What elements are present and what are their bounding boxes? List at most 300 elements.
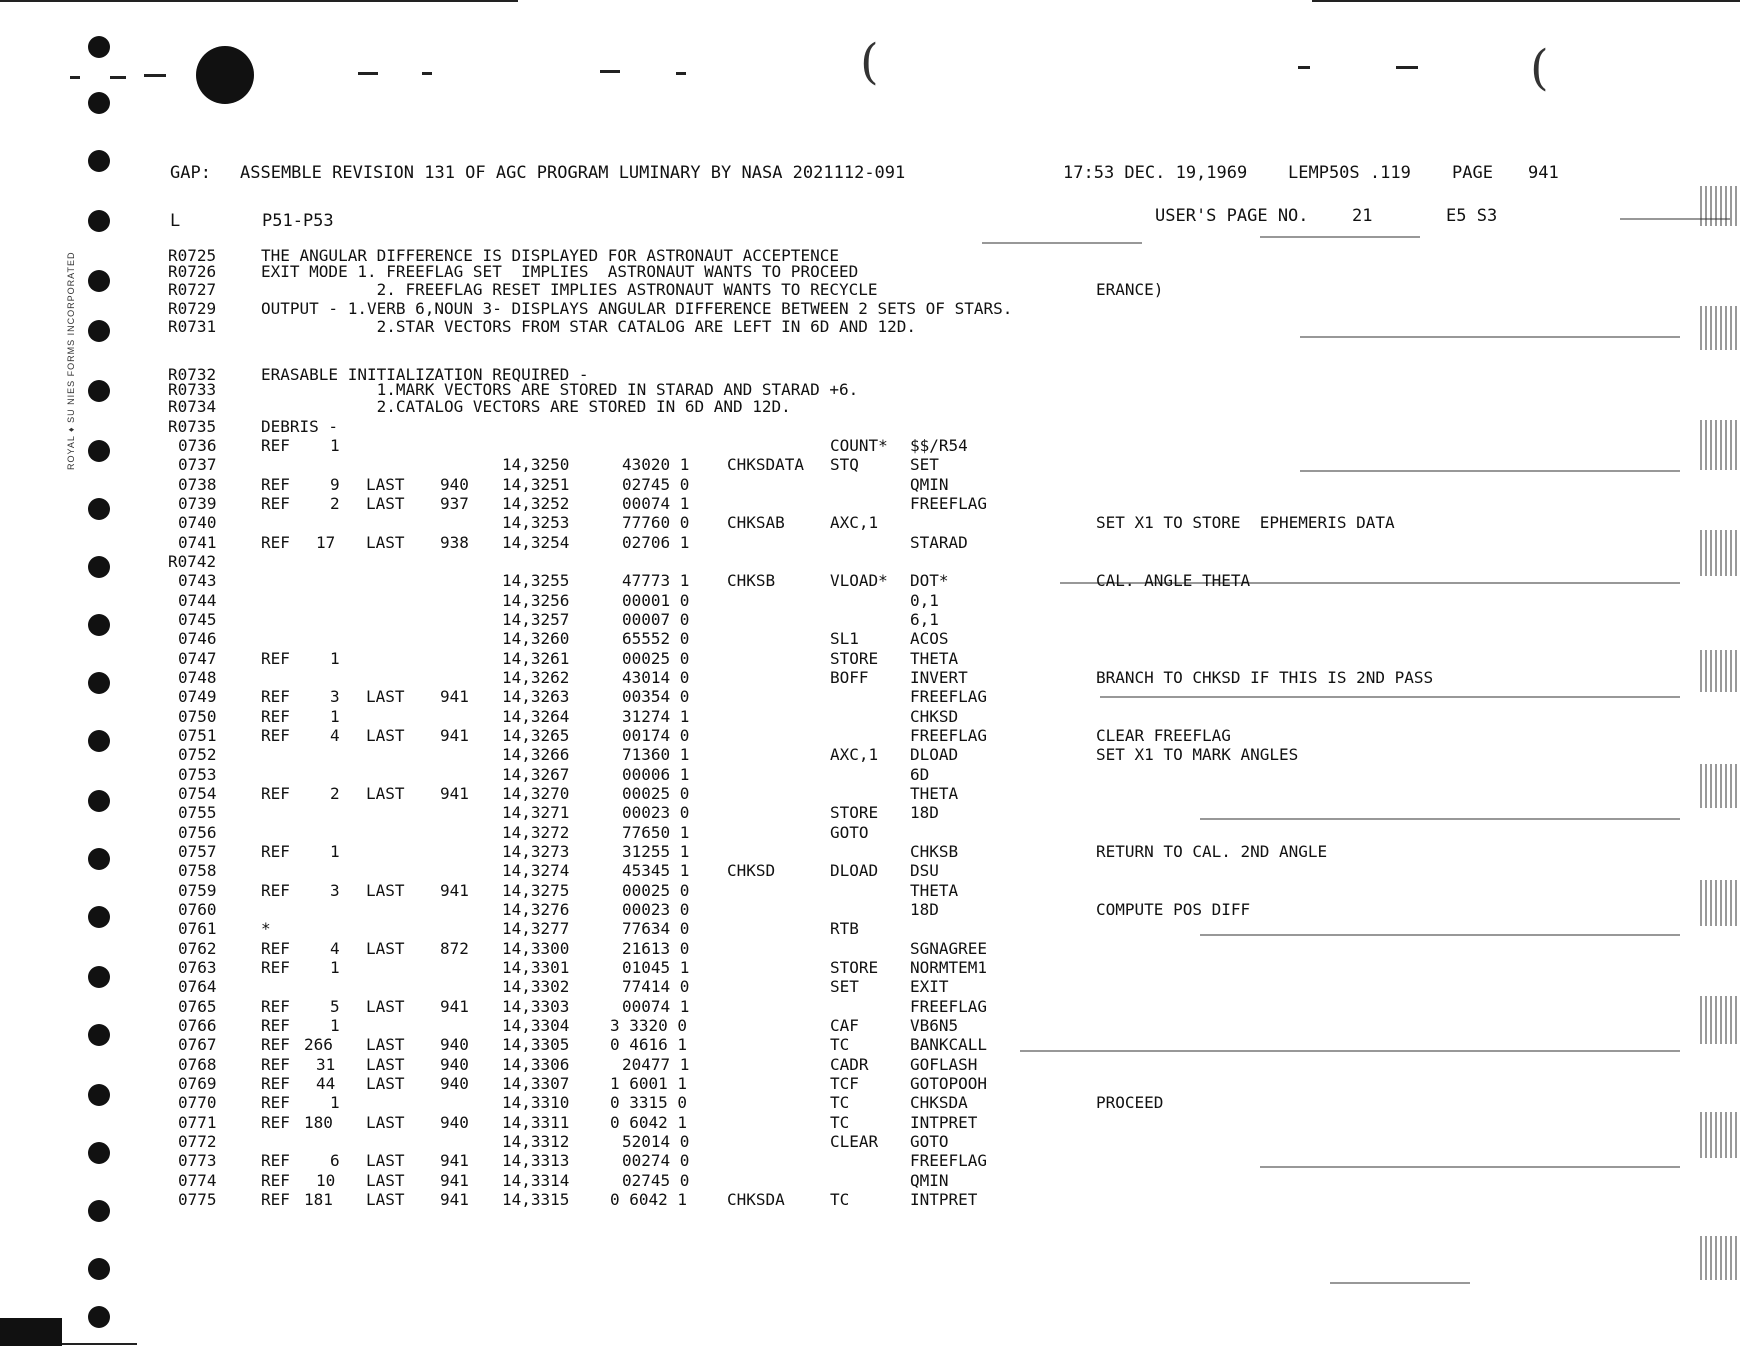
line-comment: SET X1 TO MARK ANGLES [1096,745,1299,764]
address: 14,3254 [502,533,570,552]
operand: INVERT [910,668,968,687]
octal-word: 01045 1 [622,958,690,977]
symbol-label: CHKSB [727,571,776,590]
opcode: TC [830,1093,850,1112]
line-number: 0773 [178,1151,217,1170]
opcode: TCF [830,1074,859,1093]
octal-word: 47773 1 [622,571,690,590]
operand: INTPRET [910,1113,978,1132]
opcode: TC [830,1035,850,1054]
line-id: R0734 [168,397,217,416]
symbol-label: CHKSDATA [727,455,805,474]
paren-mark: ( [1530,40,1549,96]
ref-count: 266 [304,1035,333,1054]
last-marker: LAST [366,1190,405,1209]
symbol-label: CHKSDA [727,1190,785,1209]
ref-count: 180 [304,1113,333,1132]
listing-row [0,1017,1700,1035]
listing-row [0,766,1700,784]
line-number: 0747 [178,649,217,668]
listing-row [0,1152,1700,1170]
line-id: R0726 [168,262,217,281]
feed-hole [88,1258,110,1280]
operand: VB6N5 [910,1016,959,1035]
ref-marker: REF [261,1074,290,1093]
header-program: GAP: [170,163,211,183]
address: 14,3302 [502,977,570,996]
last-marker: LAST [366,1171,405,1190]
listing-row [0,862,1700,880]
address: 14,3260 [502,629,570,648]
scan-smudge [1300,336,1680,338]
last-page: 940 [440,475,469,494]
address: 14,3306 [502,1055,570,1074]
print-dash [144,74,166,77]
line-number: 0755 [178,803,217,822]
listing-row [0,592,1700,610]
last-marker: LAST [366,784,405,803]
address: 14,3314 [502,1171,570,1190]
address: 14,3256 [502,591,570,610]
operand: CHKSD [910,707,959,726]
comment-text: ERASABLE INITIALIZATION REQUIRED - [261,365,589,384]
listing-row [0,650,1700,668]
octal-word: 00023 0 [622,803,690,822]
octal-word: 00074 1 [622,997,690,1016]
symbol-label: CHKSAB [727,513,785,532]
octal-word: 00074 1 [622,494,690,513]
address: 14,3304 [502,1016,570,1035]
octal-word: 31255 1 [622,842,690,861]
address: 14,3315 [502,1190,570,1209]
address: 14,3301 [502,958,570,977]
last-marker: LAST [366,475,405,494]
octal-word: 77760 0 [622,513,690,532]
last-marker: LAST [366,494,405,513]
ref-count: 2 [330,784,340,803]
last-page: 940 [440,1074,469,1093]
comment-text: 1.MARK VECTORS ARE STORED IN STARAD AND STARAD +6. [261,380,859,399]
line-number: 0750 [178,707,217,726]
line-number: 0764 [178,977,217,996]
address: 14,3253 [502,513,570,532]
print-dash [600,70,620,73]
print-dash [676,72,686,75]
last-marker: LAST [366,997,405,1016]
line-comment: BRANCH TO CHKSD IF THIS IS 2ND PASS [1096,668,1434,687]
operand: 0,1 [910,591,939,610]
ref-marker: REF [261,475,290,494]
listing-row [0,476,1700,494]
top-edge-rule [1312,0,1740,2]
line-number: 0743 [178,571,217,590]
last-marker: LAST [366,1074,405,1093]
operand: SET [910,455,939,474]
line-number: 0775 [178,1190,217,1209]
listing-row [0,630,1700,648]
operand: QMIN [910,1171,949,1190]
operand: ACOS [910,629,949,648]
ref-count: 2 [330,494,340,513]
listing-row [0,804,1700,822]
ref-count: 1 [330,842,340,861]
operand: QMIN [910,475,949,494]
ref-marker: REF [261,1151,290,1170]
subheader-marker: L [170,211,181,231]
octal-word: 52014 0 [622,1132,690,1151]
feed-hole [88,92,110,114]
listing-row [0,746,1700,764]
listing-row [0,437,1700,455]
comment-line [0,418,1700,436]
comment-text: 2. FREEFLAG RESET IMPLIES ASTRONAUT WANTS TO RECYCLE [261,280,878,299]
octal-word: 43014 0 [622,668,690,687]
feed-hole [88,36,110,58]
last-page: 941 [440,687,469,706]
print-dash [1396,66,1418,69]
comment-text: 2.STAR VECTORS FROM STAR CATALOG ARE LEFT IN 6D AND 12D. [261,317,917,336]
octal-word: 31274 1 [622,707,690,726]
listing-row [0,1114,1700,1132]
operand: FREEFLAG [910,494,988,513]
octal-word: 0 6042 1 [610,1113,688,1132]
opcode: STORE [830,649,879,668]
subheader-section: P51-P53 [262,211,334,231]
scan-noise [1700,880,1738,926]
scan-noise [1700,530,1738,576]
operand: FREEFLAG [910,726,988,745]
address: 14,3310 [502,1093,570,1112]
ref-count: 1 [330,1016,340,1035]
comment-extra: ERANCE) [1096,280,1164,299]
octal-word: 00174 0 [622,726,690,745]
ref-count: 1 [330,958,340,977]
ref-count: 31 [316,1055,336,1074]
line-number: 0752 [178,745,217,764]
line-number: 0745 [178,610,217,629]
operand: THETA [910,784,959,803]
address: 14,3252 [502,494,570,513]
address: 14,3275 [502,881,570,900]
header-datetime: 17:53 DEC. 19,1969 [1063,163,1248,183]
opcode: CAF [830,1016,859,1035]
operand: GOTOPOOH [910,1074,988,1093]
address: 14,3312 [502,1132,570,1151]
ref-count: 4 [330,726,340,745]
operand: CHKSB [910,842,959,861]
comment-line [0,281,1700,299]
octal-word: 0 4616 1 [610,1035,688,1054]
listing-row [0,785,1700,803]
ref-marker: REF [261,687,290,706]
opcode: SET [830,977,859,996]
octal-word: 00007 0 [622,610,690,629]
last-marker: LAST [366,939,405,958]
line-number: 0771 [178,1113,217,1132]
octal-word: 71360 1 [622,745,690,764]
operand: THETA [910,881,959,900]
scan-noise [1700,1112,1738,1158]
line-id: R0733 [168,380,217,399]
print-dash [110,76,126,79]
opcode: STORE [830,958,879,977]
header-page-label: PAGE [1452,163,1493,183]
last-page: 872 [440,939,469,958]
line-id: R0732 [168,365,217,384]
ref-marker: REF [261,726,290,745]
users-page-label: USER'S PAGE NO. [1155,206,1309,226]
address: 14,3257 [502,610,570,629]
line-id: R0727 [168,280,217,299]
octal-word: 0 3315 0 [610,1093,688,1112]
octal-word: 0 6042 1 [610,1190,688,1209]
last-marker: LAST [366,687,405,706]
octal-word: 77414 0 [622,977,690,996]
operand: 18D [910,900,939,919]
listing-row [0,456,1700,474]
octal-word: 77634 0 [622,919,690,938]
last-page: 941 [440,1171,469,1190]
scan-noise [1700,306,1738,350]
last-marker: LAST [366,1113,405,1132]
ref-count: 5 [330,997,340,1016]
last-marker: LAST [366,1035,405,1054]
operand: DLOAD [910,745,959,764]
comment-line [0,318,1700,336]
operand: CHKSDA [910,1093,968,1112]
line-number: 0765 [178,997,217,1016]
listing-row [0,611,1700,629]
opcode: SL1 [830,629,859,648]
address: 14,3272 [502,823,570,842]
line-number: 0759 [178,881,217,900]
listing-row [0,534,1700,552]
octal-word: 43020 1 [622,455,690,474]
operand: INTPRET [910,1190,978,1209]
ref-marker: REF [261,494,290,513]
page-corner-mark [0,1318,62,1346]
listing-row [0,1075,1700,1093]
print-dash [1298,66,1310,69]
address: 14,3264 [502,707,570,726]
ref-count: 6 [330,1151,340,1170]
top-edge-rule [0,0,518,2]
listing-row [0,959,1700,977]
octal-word: 00025 0 [622,649,690,668]
line-number: 0740 [178,513,217,532]
line-number: 0753 [178,765,217,784]
line-number: 0761 [178,919,217,938]
octal-word: 02745 0 [622,475,690,494]
last-marker: LAST [366,533,405,552]
opcode: STQ [830,455,859,474]
line-number: 0737 [178,455,217,474]
address: 14,3250 [502,455,570,474]
line-number: 0766 [178,1016,217,1035]
feed-hole [88,1306,110,1328]
address: 14,3311 [502,1113,570,1132]
octal-word: 3 3320 0 [610,1016,688,1035]
octal-word: 00274 0 [622,1151,690,1170]
scan-noise [1700,764,1738,808]
address: 14,3263 [502,687,570,706]
ref-marker: REF [261,436,290,455]
line-number: 0739 [178,494,217,513]
comment-text: EXIT MODE 1. FREEFLAG SET IMPLIES ASTRONAUT WANTS TO PROCEED [261,262,859,281]
octal-word: 02745 0 [622,1171,690,1190]
operand: DSU [910,861,939,880]
address: 14,3313 [502,1151,570,1170]
address: 14,3266 [502,745,570,764]
operand: GOFLASH [910,1055,978,1074]
ref-marker: REF [261,997,290,1016]
address: 14,3251 [502,475,570,494]
listing-row [0,940,1700,958]
address: 14,3262 [502,668,570,687]
scan-smudge [1330,1282,1470,1284]
ref-count: 44 [316,1074,336,1093]
address: 14,3303 [502,997,570,1016]
line-number: 0769 [178,1074,217,1093]
ref-marker: REF [261,1113,290,1132]
listing-row [0,998,1700,1016]
operand: 6,1 [910,610,939,629]
scan-noise [1700,186,1738,226]
octal-word: 00023 0 [622,900,690,919]
ref-marker: REF [261,1055,290,1074]
listing-row [0,882,1700,900]
octal-word: 00025 0 [622,784,690,803]
address: 14,3261 [502,649,570,668]
print-dash [358,72,378,75]
subheader-code: E5 S3 [1446,206,1498,226]
line-number: 0744 [178,591,217,610]
listing-row [0,1133,1700,1151]
operand: 6D [910,765,930,784]
line-number: 0774 [178,1171,217,1190]
listing-row [0,901,1700,919]
address: 14,3255 [502,571,570,590]
octal-word: 00006 1 [622,765,690,784]
line-id: R0731 [168,317,217,336]
last-page: 941 [440,726,469,745]
address: 14,3265 [502,726,570,745]
listing-row [0,572,1700,590]
listing-row [0,920,1700,938]
last-page: 941 [440,1190,469,1209]
address: 14,3273 [502,842,570,861]
line-number: 0741 [178,533,217,552]
paren-mark: ( [860,34,879,90]
last-page: 938 [440,533,469,552]
address: 14,3277 [502,919,570,938]
line-number: 0762 [178,939,217,958]
listing-row [0,978,1700,996]
opcode: VLOAD* [830,571,888,590]
comment-line [0,381,1700,399]
bottom-edge-rule [62,1343,137,1345]
ref-count: 1 [330,649,340,668]
ref-marker: REF [261,1035,290,1054]
scan-noise [1700,996,1738,1044]
opcode: STORE [830,803,879,822]
opcode: CLEAR [830,1132,879,1151]
ref-count: 3 [330,687,340,706]
listing-row [0,553,1700,571]
address: 14,3307 [502,1074,570,1093]
line-number: 0748 [178,668,217,687]
scan-smudge [1260,236,1420,238]
ref-marker: REF [261,1190,290,1209]
opcode: RTB [830,919,859,938]
scan-noise [1700,650,1738,692]
octal-word: 1 6001 1 [610,1074,688,1093]
operand: GOTO [910,1132,949,1151]
opcode: GOTO [830,823,869,842]
listing-row [0,824,1700,842]
users-page-number: 21 [1352,206,1373,226]
opcode: TC [830,1190,850,1209]
operand: THETA [910,649,959,668]
octal-word: 21613 0 [622,939,690,958]
line-id: R0735 [168,417,217,436]
octal-word: 00354 0 [622,687,690,706]
last-page: 941 [440,881,469,900]
ref-marker: REF [261,1093,290,1112]
address: 14,3300 [502,939,570,958]
ref-count: 17 [316,533,336,552]
line-number: 0768 [178,1055,217,1074]
last-page: 941 [440,997,469,1016]
octal-word: 77650 1 [622,823,690,842]
address: 14,3270 [502,784,570,803]
line-number: 0736 [178,436,217,455]
octal-word: 65552 0 [622,629,690,648]
line-comment: CLEAR FREEFLAG [1096,726,1231,745]
listing-row [0,1191,1700,1209]
operand: $$/R54 [910,436,968,455]
comment-text: OUTPUT - 1.VERB 6,NOUN 3- DISPLAYS ANGULAR DIFFERENCE BETWEEN 2 SETS OF STARS. [261,299,1013,318]
line-number: 0754 [178,784,217,803]
address: 14,3271 [502,803,570,822]
line-number: 0751 [178,726,217,745]
operand: FREEFLAG [910,1151,988,1170]
feed-hole-large [196,46,254,104]
line-comment: COMPUTE POS DIFF [1096,900,1251,919]
line-comment: CAL. ANGLE THETA [1096,571,1251,590]
line-number: 0772 [178,1132,217,1151]
comment-text: THE ANGULAR DIFFERENCE IS DISPLAYED FOR ASTRONAUT ACCEPTENCE [261,246,839,265]
ref-marker: REF [261,649,290,668]
line-number: 0738 [178,475,217,494]
line-number: 0758 [178,861,217,880]
symbol-label: CHKSD [727,861,776,880]
octal-word: 20477 1 [622,1055,690,1074]
sidebar-imprint: ROYAL ♦ SU NIES FORMS INCORPORATED [66,251,76,470]
opcode: AXC,1 [830,513,879,532]
operand: DOT* [910,571,949,590]
line-id: R0729 [168,299,217,318]
address: 14,3305 [502,1035,570,1054]
operand: BANKCALL [910,1035,988,1054]
listing-row [0,1172,1700,1190]
ref-count: 10 [316,1171,336,1190]
ref-marker: REF [261,939,290,958]
scan-noise [1700,1236,1738,1280]
ref-marker: REF [261,881,290,900]
ref-marker: REF [261,842,290,861]
listing-row [0,669,1700,687]
